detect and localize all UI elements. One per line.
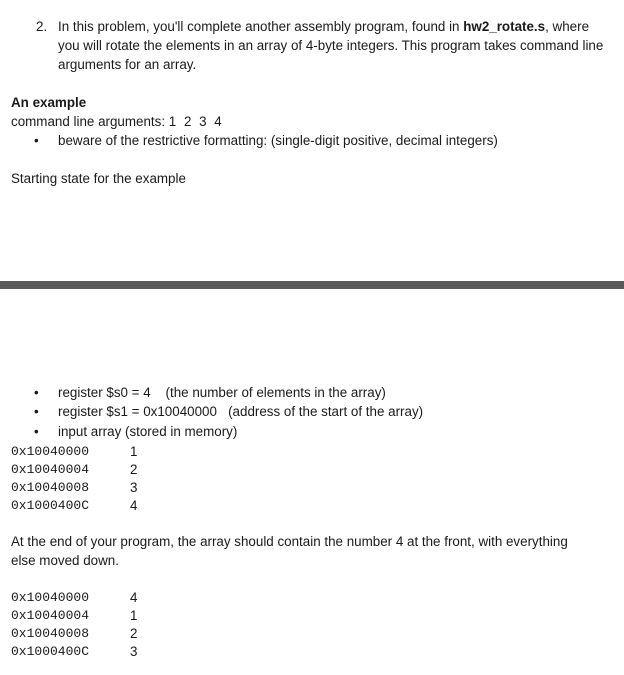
bullet-text: register $s1 = 0x10040000 (address of the start of the array)	[58, 404, 424, 419]
memory-address: 0x10040004	[11, 462, 90, 477]
memory-address: 0x1000400C	[11, 644, 90, 659]
args-values: 1 2 3 4	[168, 114, 222, 129]
memory-address: 0x10040008	[11, 480, 90, 495]
memory-value: 3	[130, 644, 138, 659]
memory-value: 2	[130, 462, 138, 477]
filename: hw2_rotate.s	[463, 19, 546, 34]
memory-address: 0x10040004	[11, 608, 90, 623]
example-heading: An example	[11, 95, 87, 110]
section-divider	[0, 281, 624, 289]
bullet-text: register $s0 = 4 (the number of elements in the array)	[58, 385, 386, 400]
memory-value: 1	[130, 444, 138, 459]
problem-text	[58, 17, 608, 74]
bullet-dot: •	[34, 424, 39, 439]
bullet-dot: •	[34, 385, 39, 400]
problem-number: 2.	[36, 19, 48, 34]
bullet-dot: •	[34, 133, 39, 148]
memory-value: 2	[130, 626, 138, 641]
format-note: beware of the restrictive formatting: (single-digit positive, decimal integers)	[58, 133, 498, 148]
args-line	[11, 112, 222, 131]
problem-text-before: In this problem, you'll complete another assembly program, found in	[58, 19, 464, 34]
memory-value: 4	[130, 498, 138, 513]
starting-label: Starting state for the example	[11, 171, 186, 186]
memory-value: 1	[130, 608, 138, 623]
bullet-text: input array (stored in memory)	[58, 424, 238, 439]
end-description: At the end of your program, the array should contain the number 4 at the front, with everything else moved down.	[11, 534, 568, 568]
bullet-dot: •	[34, 404, 39, 419]
args-label: command line arguments:	[11, 114, 169, 129]
memory-address: 0x10040000	[11, 590, 90, 605]
memory-address: 0x10040000	[11, 444, 90, 459]
memory-address: 0x10040008	[11, 626, 90, 641]
problem-text-after: , where you will rotate the elements in an array of 4-byte integers. This program takes command line arguments for an array.	[58, 19, 604, 72]
memory-value: 3	[130, 480, 138, 495]
memory-address: 0x1000400C	[11, 498, 90, 513]
memory-value: 4	[130, 590, 138, 605]
